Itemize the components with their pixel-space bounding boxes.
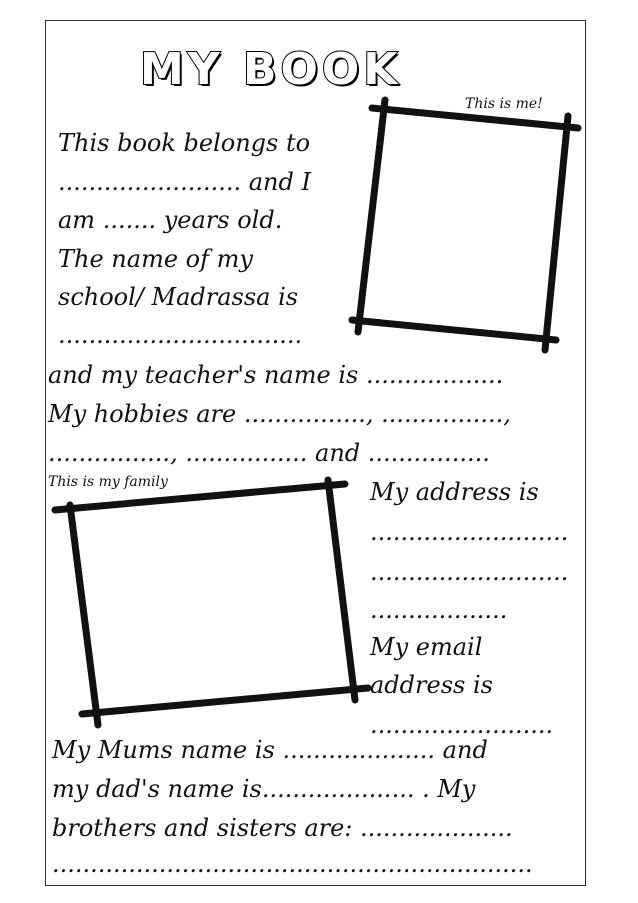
text-line-siblings: brothers and sisters are: .................... — [52, 814, 513, 842]
text-line-address-blank-3: .................. — [370, 596, 508, 624]
text-line-address-blank-2: .......................... — [370, 558, 569, 586]
text-line-school-label: The name of my — [58, 245, 253, 273]
text-line-school-blank: ................................ — [58, 321, 303, 349]
text-line-dads-name: my dad's name is.................... . My — [52, 775, 476, 803]
text-line-email-blank: ........................ — [370, 711, 554, 739]
text-line-hobbies-blanks: ................, ................ and ................ — [48, 439, 490, 467]
page-title: MY BOOK — [140, 44, 402, 95]
text-line-age: am ....... years old. — [58, 206, 283, 234]
text-line-belongs: This book belongs to — [58, 129, 311, 157]
text-line-final-blank: ............................................................... — [52, 850, 533, 878]
text-line-mums-name: My Mums name is .................... and — [52, 736, 488, 764]
text-line-email-label: My email — [370, 633, 483, 661]
text-line-address-blank-1: .......................... — [370, 518, 569, 546]
text-line-teacher: and my teacher's name is .................. — [48, 361, 504, 389]
caption-this-is-my-family: This is my family — [48, 474, 168, 490]
text-line-hobbies: My hobbies are ................, ................, — [48, 400, 511, 428]
text-line-address-label: My address is — [370, 478, 539, 506]
text-line-email-label-2: address is — [370, 671, 493, 699]
text-line-madrassa: school/ Madrassa is — [58, 283, 299, 311]
caption-this-is-me: This is me! — [465, 96, 543, 112]
text-line-name-blank: ........................ and I — [58, 168, 311, 196]
